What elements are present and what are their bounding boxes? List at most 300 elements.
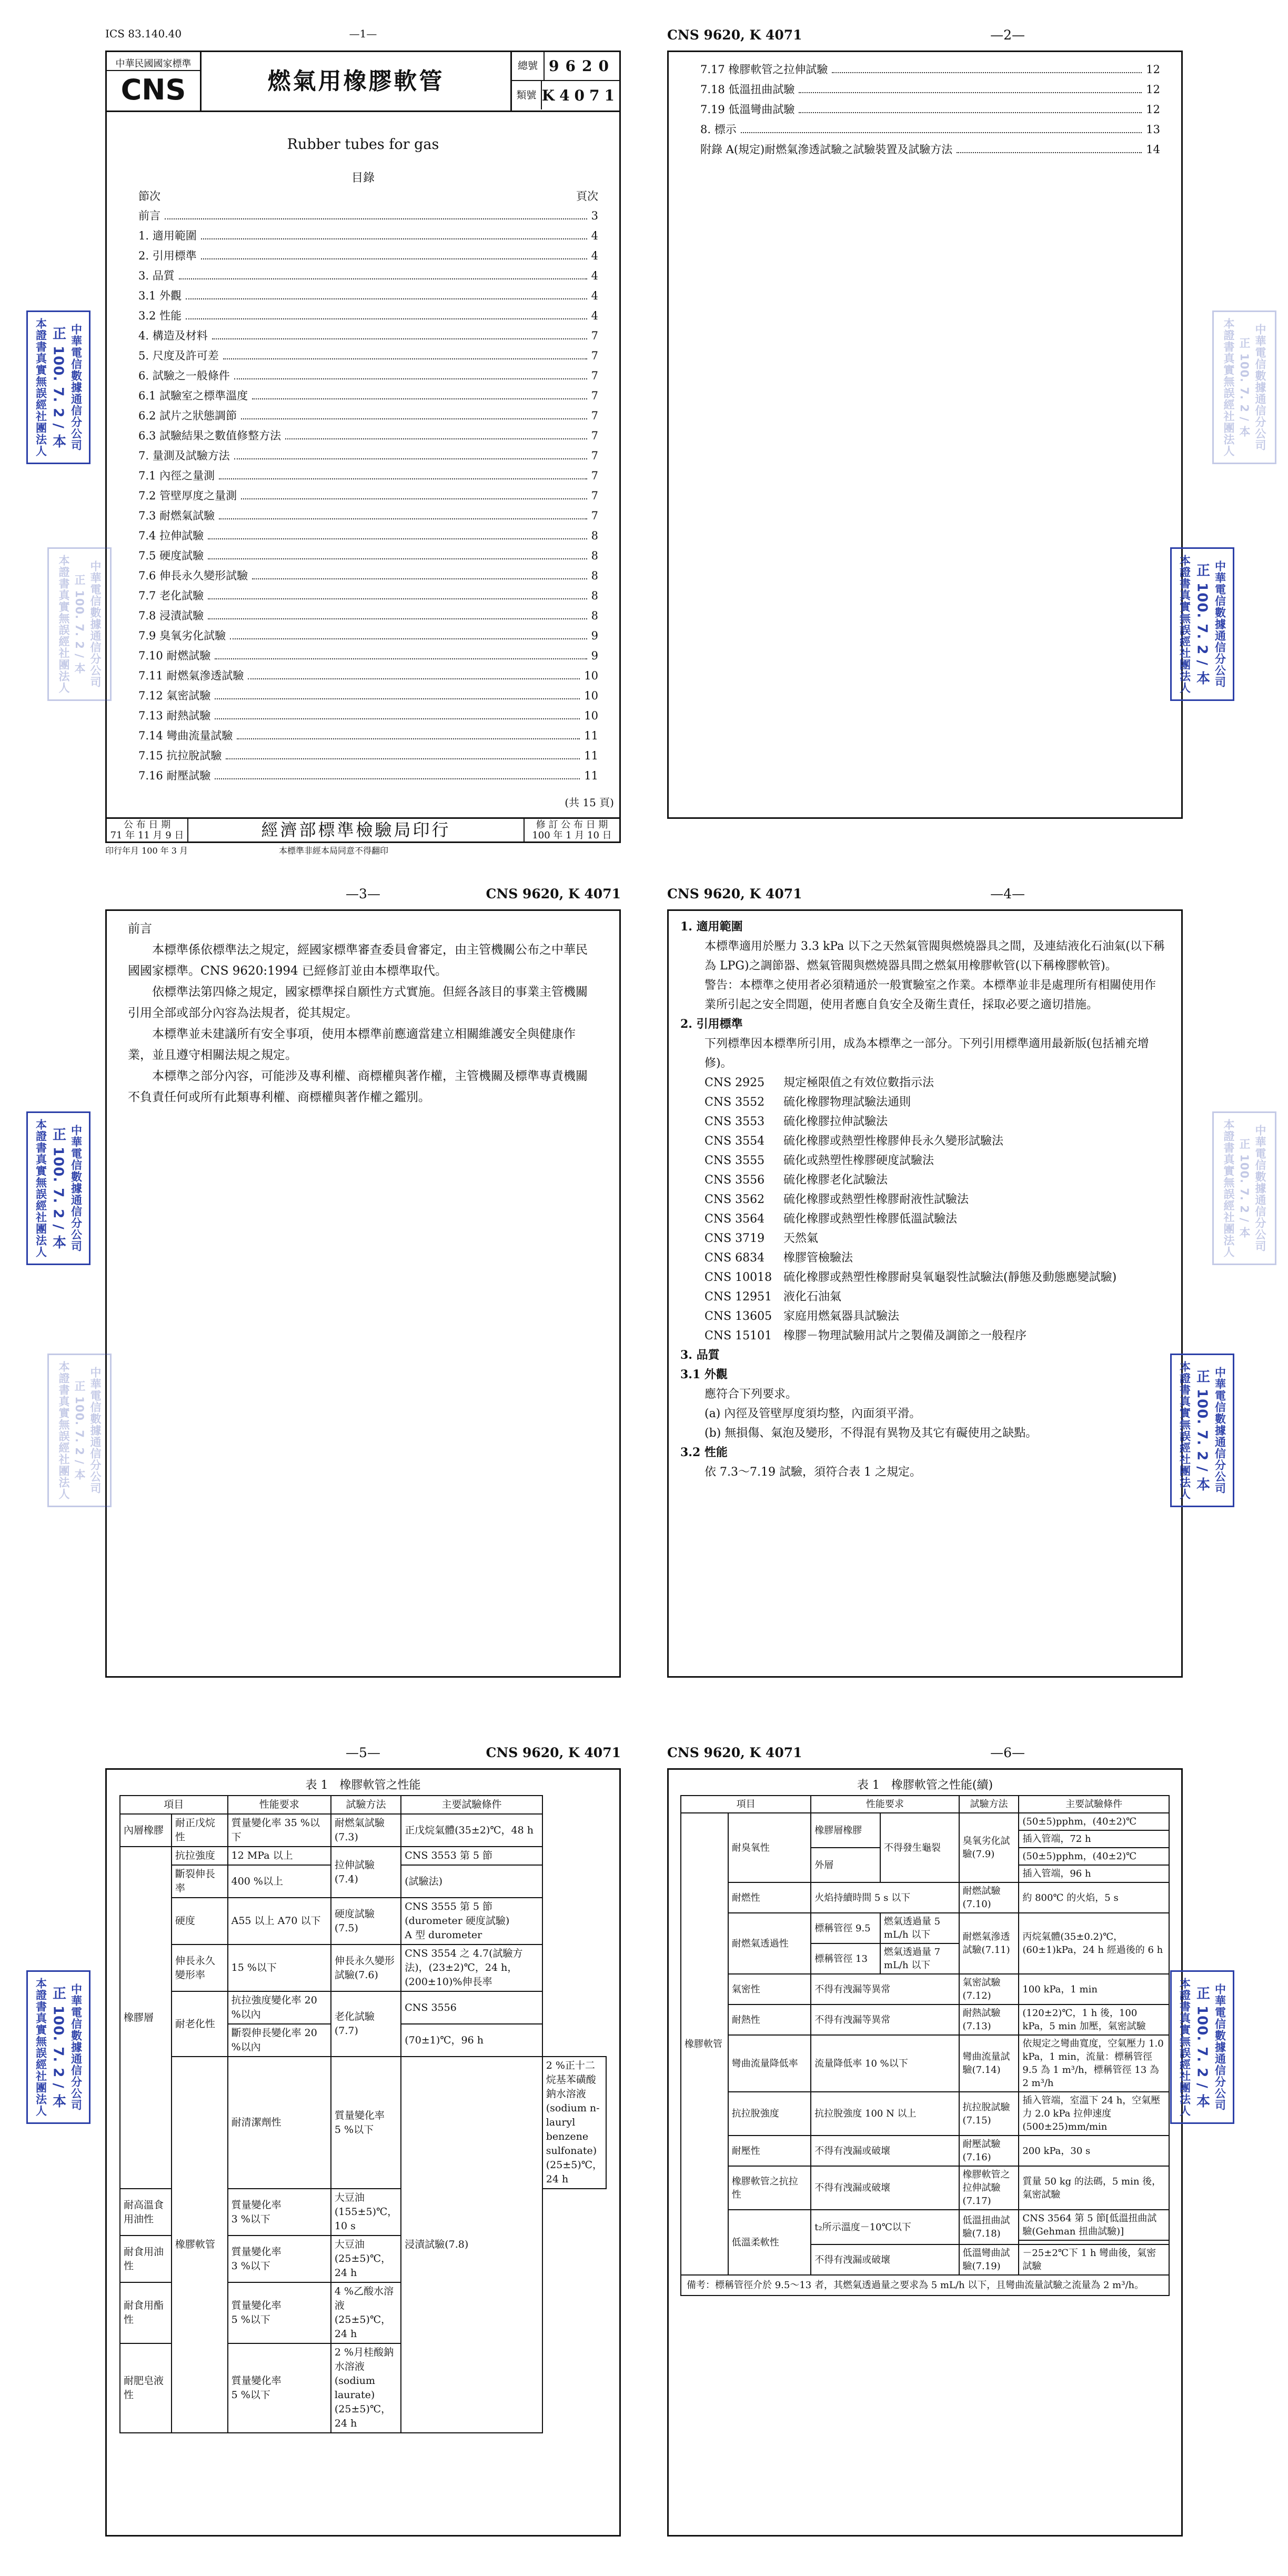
section-3-2-heading: 3.2 性能 [680,1446,728,1459]
toc-entry-page: 8 [591,549,598,562]
toc-entry [138,466,598,486]
reference-item [705,1287,1165,1307]
toc-entry-page: 4 [591,289,598,302]
table-row: 硬度 A55 以上 A70 以下 硬度試驗(7.5) CNS 3555 第 5 節(durometer 硬度試驗) A 型 durometer [120,1898,606,1944]
reference-code: CNS 3556 [705,1174,765,1187]
toc-leader [252,574,587,579]
toc-entry [138,366,598,386]
th-item: 項目 [120,1796,228,1814]
toc-leader [237,734,580,739]
reference-item [705,1326,1165,1346]
reference-code: CNS 3552 [705,1096,765,1109]
reference-code: CNS 10018 [705,1271,772,1284]
reference-item [705,1248,1165,1268]
toc-entry-title: 7.12 氣密試驗 [138,689,211,702]
toc-entry [138,706,598,726]
toc-entry-title: 7.6 伸長永久變形試驗 [138,569,248,582]
table-row: 耐肥皂液性 質量變化率 5 %以下 2 %月桂酸鈉水溶液(sodium laurate) (25±5)℃，24 h [120,2343,606,2433]
toc-leader [241,494,587,499]
reference-title: 家庭用燃氣器具試驗法 [783,1310,900,1323]
toc-entry-title: 附錄 A(規定)耐燃氣滲透試驗之試驗裝置及試驗方法 [700,143,953,156]
reference-item [705,1229,1165,1248]
ics-code: ICS 83.140.40 [105,27,182,40]
reference-item [705,1307,1165,1326]
toc-entry [700,79,1160,99]
table-row: 插入管端，96 h [681,1865,1169,1882]
rev-date: 100 年 1 月 10 日 [532,830,612,841]
toc-entry [138,386,598,406]
toc-entry [138,686,598,706]
faded-stamp: 本證書真實無誤經社團法人 正 100. 7. 2 / 本 中華電信數據通信分公司 [47,1354,112,1507]
section-3-1-text: 應符合下列要求。 [705,1388,798,1401]
toc-entry [138,646,598,666]
class-value: K4071 [541,86,619,104]
toc-leader [201,234,587,239]
toc-entry-page: 12 [1146,83,1160,96]
number-label: 總號 [512,52,545,81]
toc-entry-title: 7.3 耐燃氣試驗 [138,509,215,522]
toc-leader [212,334,587,339]
table-row: 外層 (50±5)pphm，(40±2)℃ [681,1848,1169,1865]
toc-leader [215,654,587,659]
foreword-heading: 前言 [128,922,152,936]
toc-entry-title: 3. 品質 [138,269,175,282]
reference-title: 天然氣 [783,1232,819,1245]
table-row: 氣密性 不得有洩漏等異常 氣密試驗(7.12) 100 kPa，1 min [681,1974,1169,2004]
toc-leader [215,774,580,779]
page-5 [0,1718,644,2576]
table-row: 耐高溫食用油性 質量變化率 3 %以下 大豆油(155±5)℃，10 s [120,2189,606,2236]
toc-entry [138,446,598,466]
reference-title: 液化石油氣 [783,1290,842,1304]
toc-entry [138,726,598,746]
table-row: 耐燃氣透過性 標稱管徑 9.5 燃氣透過量 5 mL/h 以下 耐燃氣滲透試驗(7.11) 丙烷氣體(35±0.2)℃，(60±1)kPa，24 h 經過後的 6 h [681,1913,1169,1943]
foreword-para-1: 本標準係依標準法之規定，經國家標準審查委員會審定，由主管機關公布之中華民國國家標準。CNS 9620:1994 已經修訂並由本標準取代。 [128,943,588,978]
pub-date: 71 年 11 月 9 日 [110,830,184,841]
toc-entry-page: 4 [591,269,598,282]
reference-title: 硫化橡膠拉伸試驗法 [783,1115,888,1128]
reference-title: 橡膠管檢驗法 [783,1251,853,1265]
certification-stamp: 本證書真實無誤經社團法人 正 100. 7. 2 / 本 中華電信數據通信分公司 [26,310,90,464]
toc-leader [208,554,587,559]
toc-leader [285,434,587,439]
certification-stamp: 本證書真實無誤經社團法人 正 100. 7. 2 / 本 中華電信數據通信分公司 [26,1970,90,2124]
toc-entry-page: 11 [584,729,598,742]
table-row: 耐燃性 火焰持續時間 5 s 以下 耐燃試驗(7.10) 約 800℃ 的火焰，5 s [681,1882,1169,1913]
toc-leader [215,714,580,719]
toc-entry-title: 7.18 低溫扭曲試驗 [700,83,795,96]
toc-entry [138,506,598,526]
reference-item [705,1112,1165,1131]
toc-entry-page: 12 [1146,103,1160,116]
reference-title: 硫化橡膠或熱塑性橡膠耐液性試驗法 [783,1193,969,1206]
section-3-heading: 3. 品質 [680,1348,720,1362]
toc-entry [700,139,1160,159]
toc-entry-page: 4 [591,309,598,322]
page-number: —4— [990,886,1025,901]
printer-name: 經濟部標準檢驗局印行 [188,819,525,841]
toc-leader [186,314,587,319]
reference-code: CNS 13605 [705,1310,772,1323]
toc-leader [799,108,1142,113]
table-row: 內層橡膠 耐正戊烷性 質量變化率 35 %以下 耐燃氣試驗(7.3) 正戊烷氣體(35±2)℃，48 h [120,1814,606,1847]
faded-stamp: 本證書真實無誤經社團法人 正 100. 7. 2 / 本 中華電信數據通信分公司 [1212,310,1276,464]
toc-leader [741,128,1142,133]
page-header [105,1745,621,1763]
reference-item [705,1151,1165,1170]
table-caption: 表 1 橡膠軟管之性能 [305,1779,421,1792]
reference-code: CNS 2925 [705,1076,765,1089]
page-number: —3— [346,886,380,901]
toc-entry-page: 14 [1146,143,1160,156]
page-number: —5— [346,1745,380,1760]
page-header [105,886,621,904]
doc-code: CNS 9620, K 4071 [486,1745,621,1760]
toc-entry-title: 3.2 性能 [138,309,182,322]
toc-leader [219,474,587,479]
toc-leader [226,754,580,759]
toc-entry [138,246,598,266]
table-row: 耐熱性 不得有洩漏等異常 耐熱試驗(7.13) (120±2)℃，1 h 後，100 kPa，5 min 加壓，氣密試驗 [681,2004,1169,2035]
toc-entry-page: 7 [591,389,598,402]
toc-entry-page: 7 [591,409,598,422]
toc-entry-page: 7 [591,489,598,502]
toc-entry-page: 9 [591,629,598,642]
page-frame [105,909,621,1678]
toc-entry-page: 10 [584,709,598,722]
document-title: 燃氣用橡膠軟管 [202,52,512,111]
toc-entry-page: 7 [591,469,598,482]
toc-entry [138,566,598,586]
toc-entry-title: 7.16 耐壓試驗 [138,769,211,782]
table-row: 耐食用酯性 質量變化率 5 %以下 4 %乙酸水溶液 (25±5)℃，24 h [120,2282,606,2343]
toc-entry-title: 前言 [138,209,160,222]
toc-entry-page: 7 [591,509,598,522]
toc-entry [138,526,598,546]
toc-leader [208,534,587,539]
toc-entry-title: 1. 適用範圍 [138,229,197,242]
toc-entry-page: 12 [1146,63,1160,76]
page-frame [105,51,621,819]
toc-entry-page: 13 [1146,123,1160,136]
toc-entry-title: 7.11 耐燃氣滲透試驗 [138,669,244,682]
toc-col-section: 節次 [138,190,160,203]
section-2-text: 下列標準因本標準所引用，成為本標準之一部分。下列引用標準適用最新版(包括補充增修)。 [705,1037,1149,1070]
table-row: 橡膠軟管 耐清潔劑性 質量變化率 5 %以下 浸漬試驗(7.8) 2 %正十二烷基苯磺酸鈉水溶液 (sodium n-lauryl benzene sulfonate) (25±5)℃，24 h [120,2057,606,2189]
toc-leader [165,214,587,219]
toc-entry-page: 4 [591,249,598,262]
english-title: Rubber tubes for gas [287,136,439,153]
faded-stamp: 本證書真實無誤經社團法人 正 100. 7. 2 / 本 中華電信數據通信分公司 [47,547,112,701]
th-condition: 主要試驗條件 [401,1796,542,1814]
reference-item [705,1092,1165,1112]
section-1-text: 本標準適用於壓力 3.3 kPa 以下之天然氣管閥與燃燒器具之間，及連結液化石油氣(以下稱為 LPG)之調節器、燃氣管閥與燃燒器具間之燃氣用橡膠軟管(以下稱橡膠軟管)。 [705,940,1165,973]
toc-entry [138,346,598,366]
toc-entry-title: 6.2 試片之狀態調節 [138,409,237,422]
toc-entry-page: 7 [591,449,598,462]
toc-entry-page: 8 [591,569,598,582]
toc-entry [138,226,598,246]
toc-leader [208,614,587,619]
toc-entry [138,406,598,426]
reference-title: 橡膠－物理試驗用試片之製備及調節之一般程序 [783,1329,1027,1342]
th-requirement: 性能要求 [228,1796,331,1814]
doc-code: CNS 9620, K 4071 [667,886,802,901]
table-row: 標稱管徑 13 燃氣透過量 7 mL/h 以下 [681,1943,1169,1974]
org-name: 中華民國國家標準 [107,52,200,71]
toc-title: 目錄 [351,172,375,185]
toc-entry-title: 7. 量測及試驗方法 [138,449,230,462]
section-1-heading: 1. 適用範圍 [680,920,743,934]
toc-entry [138,206,598,226]
toc-leader [832,68,1142,73]
toc-leader [223,354,587,359]
toc-entry [138,586,598,606]
table-of-contents-cont [700,59,1160,159]
page-header [667,1745,1183,1763]
table-of-contents [138,206,598,786]
reference-title: 硫化橡膠或熱塑性橡膠低溫試驗法 [783,1212,958,1226]
doc-code: CNS 9620, K 4071 [667,27,802,43]
toc-entry-page: 11 [584,769,598,782]
toc-entry-title: 7.2 管壁厚度之量測 [138,489,237,502]
reference-code: CNS 6834 [705,1251,765,1265]
table-row: 耐壓性 不得有洩漏或破壞 耐壓試驗(7.16) 200 kPa，30 s [681,2136,1169,2166]
toc-entry-page: 7 [591,369,598,382]
page-frame [667,1768,1183,2537]
toc-entry-page: 8 [591,529,598,542]
toc-entry-title: 6. 試驗之一般條件 [138,369,230,382]
reference-code: CNS 3554 [705,1135,765,1148]
pub-label: 公 布 日 期 [123,819,171,830]
cns-logo: CNS [120,73,186,106]
foreword-para-2: 依標準法第四條之規定，國家標準採自願性方式實施。但經各該目的事業主管機關引用全部或部分內容為法規者，從其規定。 [128,985,588,1020]
certification-stamp: 本證書真實無誤經社團法人 正 100. 7. 2 / 本 中華電信數據通信分公司 [1170,1970,1234,2124]
toc-leader [234,374,587,379]
reference-title: 硫化或熱塑性橡膠硬度試驗法 [783,1154,934,1167]
copyright-note: 本標準非經本局同意不得翻印 [279,846,389,856]
reference-item [705,1209,1165,1229]
toc-leader [201,254,587,259]
table-row: 斷裂伸長率 400 %以上 (試驗法) [120,1865,606,1898]
toc-entry [138,266,598,286]
toc-entry-title: 7.9 臭氧劣化試驗 [138,629,226,642]
reference-item [705,1268,1165,1287]
toc-leader [241,414,587,419]
toc-entry [138,626,598,646]
toc-leader [234,454,587,459]
foreword [128,918,598,1108]
number-value: 9620 [549,57,615,75]
table-row: 不得有洩漏或破壞 低溫彎曲試驗(7.19) －25±2℃下 1 h 彎曲後，氣密試驗 [681,2244,1169,2275]
table-row: 伸長永久變形率 15 %以下 伸長永久變形試驗(7.6) CNS 3554 之 4.7(試驗方法)，(23±2)℃，24 h，(200±10)%伸長率 [120,1944,606,1991]
page-number: —1— [349,27,377,40]
toc-entry-title: 8. 標示 [700,123,737,136]
toc-entry [138,766,598,786]
reference-item [705,1073,1165,1092]
toc-entry-title: 2. 引用標準 [138,249,197,262]
toc-entry-page: 10 [584,669,598,682]
toc-entry-title: 7.13 耐熱試驗 [138,709,211,722]
toc-entry-page: 11 [584,749,598,762]
reference-item [705,1170,1165,1190]
page-6 [644,1718,1288,2576]
toc-entry [138,746,598,766]
th-item: 項目 [681,1796,811,1813]
page-frame [105,1768,621,2537]
page-frame [667,909,1183,1678]
toc-entry-title: 5. 尺度及許可差 [138,349,219,362]
table-row: 插入管端，72 h [681,1830,1169,1848]
th-condition: 主要試驗條件 [1019,1796,1169,1813]
toc-leader [248,674,580,679]
class-label: 類號 [512,81,542,109]
certification-stamp: 本證書真實無誤經社團法人 正 100. 7. 2 / 本 中華電信數據通信分公司 [1170,547,1234,701]
reference-code: CNS 3553 [705,1115,765,1128]
toc-leader [179,274,587,279]
page-frame [667,51,1183,819]
toc-leader [208,594,587,599]
section-3-1-a: (a) 內徑及管壁厚度須均整，內面須平滑。 [705,1407,921,1420]
toc-entry-page: 8 [591,609,598,622]
table-row: 彎曲流量降低率 流量降低率 10 %以下 彎曲流量試驗(7.14) 依規定之彎曲寬度，空氣壓力 1.0 kPa，1 min，流量：標稱管徑 9.5 為 1 m³/h，標稱管徑 13 為 2 m³/h [681,2035,1169,2092]
page-number: —2— [990,27,1025,43]
table-row: 耐老化性 抗拉強度變化率 20 %以內 老化試驗(7.7) CNS 3556 [120,1991,606,2024]
section-2-heading: 2. 引用標準 [680,1017,743,1031]
doc-code: CNS 9620, K 4071 [486,886,621,901]
toc-entry-title: 7.19 低溫彎曲試驗 [700,103,795,116]
rev-label: 修 訂 公 布 日 期 [536,819,608,830]
reference-code: CNS 3719 [705,1232,765,1245]
reference-title: 硫化橡膠物理試驗法通則 [783,1096,911,1109]
reference-title: 規定極限值之有效位數指示法 [783,1076,934,1089]
doc-code: CNS 9620, K 4071 [667,1745,802,1760]
toc-entry-page: 10 [584,689,598,702]
page-total: (共 15 頁) [565,796,614,809]
toc-entry-title: 4. 構造及材料 [138,329,208,342]
toc-entry-title: 6.3 試驗結果之數值修整方法 [138,429,281,442]
table-row: 耐食用油性 質量變化率 3 %以下 大豆油(25±5)℃，24 h [120,2236,606,2282]
toc-entry [138,666,598,686]
table-row: 斷裂伸長變化率 20 %以內 (70±1)℃，96 h [120,2024,606,2057]
page-3 [0,859,644,1717]
section-3-1-b: (b) 無損傷、氣泡及變形，不得混有異物及其它有礙使用之缺點。 [705,1427,1038,1440]
toc-leader [230,634,587,639]
toc-entry-title: 7.15 抗拉脫試驗 [138,749,222,762]
page-header [105,27,621,45]
toc-entry [138,306,598,326]
toc-leader [252,394,587,399]
page-4 [644,859,1288,1717]
toc-entry-title: 6.1 試驗室之標準溫度 [138,389,248,402]
table-row: 橡膠層 抗拉強度 12 MPa 以上 拉伸試驗(7.4) CNS 3553 第 5 節 [120,1847,606,1865]
toc-entry-title: 7.1 內徑之量測 [138,469,215,482]
toc-entry-page: 7 [591,329,598,342]
certification-stamp: 本證書真實無誤經社團法人 正 100. 7. 2 / 本 中華電信數據通信分公司 [26,1111,90,1265]
toc-entry [138,486,598,506]
toc-entry-title: 7.14 彎曲流量試驗 [138,729,233,742]
page-2 [644,0,1288,858]
toc-leader [219,514,587,519]
table-row: 低溫柔軟性 t₂所示溫度－10℃以下 低溫扭曲試驗(7.18) CNS 3564 第 5 節[低溫扭曲試驗(Gehman 扭曲試驗)] [681,2210,1169,2240]
table-note: 備考：標稱管徑介於 9.5～13 者，其燃氣透過量之要求為 5 mL/h 以下，且彎曲流量試驗之流量為 2 m³/h。 [681,2275,1169,2296]
table-caption: 表 1 橡膠軟管之性能(續) [857,1779,993,1792]
reference-item [705,1131,1165,1151]
toc-entry [138,546,598,566]
faded-stamp: 本證書真實無誤經社團法人 正 100. 7. 2 / 本 中華電信數據通信分公司 [1212,1111,1276,1265]
table-row: 橡膠軟管 耐臭氧性 橡膠層橡膠 不得發生龜裂 臭氧劣化試驗(7.9) (50±5)pphm，(40±2)℃ [681,1813,1169,1830]
toc-entry [138,286,598,306]
page-number: —6— [990,1745,1025,1760]
toc-entry-title: 7.17 橡膠軟管之拉伸試驗 [700,63,828,76]
toc-entry-title: 7.4 拉伸試驗 [138,529,204,542]
th-method: 試驗方法 [959,1796,1019,1813]
toc-entry-page: 3 [591,209,598,222]
toc-entry-title: 3.1 外觀 [138,289,182,302]
toc-entry-title: 7.8 浸漬試驗 [138,609,204,622]
page-header [667,27,1183,45]
toc-entry-page: 7 [591,349,598,362]
th-method: 試驗方法 [331,1796,401,1814]
body-text [680,917,1165,1482]
toc-leader [215,694,580,699]
toc-entry-title: 7.5 硬度試驗 [138,549,204,562]
reference-code: CNS 3564 [705,1212,765,1226]
toc-entry [138,326,598,346]
toc-leader [799,88,1142,93]
page-1 [0,0,644,858]
toc-leader [186,294,587,299]
publication-strip [105,819,621,843]
reference-title: 硫化橡膠或熱塑性橡膠伸長永久變形試驗法 [783,1135,1004,1148]
reference-code: CNS 12951 [705,1290,772,1304]
toc-entry-page: 7 [591,429,598,442]
performance-table-cont [680,1795,1170,2296]
toc-col-page: 頁次 [576,190,598,203]
reference-code: CNS 3562 [705,1193,765,1206]
toc-entry-title: 7.7 老化試驗 [138,589,204,602]
page-header [667,886,1183,904]
print-date: 印行年月 100 年 3 月 [105,846,188,856]
th-requirement: 性能要求 [811,1796,959,1813]
section-3-2-text: 依 7.3～7.19 試驗，須符合表 1 之規定。 [705,1466,921,1479]
toc-entry [138,606,598,626]
reference-code: CNS 15101 [705,1329,772,1342]
warning-text: 警告：本標準之使用者必須精通於一般實驗室之作業。本標準並非是處理所有相關使用作業所引起之安全問題，使用者應自負安全及衛生責任，採取必要之適切措施。 [705,979,1156,1011]
section-3-1-heading: 3.1 外觀 [680,1368,728,1381]
title-block [107,52,619,112]
reference-list [680,1073,1165,1346]
toc-entry-page: 9 [591,649,598,662]
reference-code: CNS 3555 [705,1154,765,1167]
certification-stamp: 本證書真實無誤經社團法人 正 100. 7. 2 / 本 中華電信數據通信分公司 [1170,1354,1234,1507]
table-row: 橡膠軟管之抗拉性 不得有洩漏或破壞 橡膠軟管之拉伸試驗(7.17) 質量 50 kg 的法碼，5 min 後，氣密試驗 [681,2166,1169,2210]
toc-entry-title: 7.10 耐燃試驗 [138,649,211,662]
reference-title: 硫化橡膠或熱塑性橡膠耐臭氧龜裂性試驗法(靜態及動態應變試驗) [783,1271,1117,1284]
reference-title: 硫化橡膠老化試驗法 [783,1174,888,1187]
toc-entry-page: 8 [591,589,598,602]
toc-entry-page: 4 [591,229,598,242]
toc-entry [700,99,1160,119]
toc-entry [138,426,598,446]
performance-table [119,1795,607,2433]
table-note-row [681,2275,1169,2296]
table-row: 抗拉脫強度 抗拉脫強度 100 N 以上 抗拉脫試驗(7.15) 插入管端，室溫下 24 h，空氣壓力 2.0 kPa 拉伸速度(500±25)mm/min [681,2092,1169,2136]
toc-entry [700,59,1160,79]
foreword-para-4: 本標準之部分內容，可能涉及專利權、商標權與著作權，主管機關及標準專責機關不負責任何或所有此類專利權、商標權與著作權之鑑別。 [128,1069,588,1104]
toc-leader [957,148,1142,153]
reference-item [705,1190,1165,1209]
